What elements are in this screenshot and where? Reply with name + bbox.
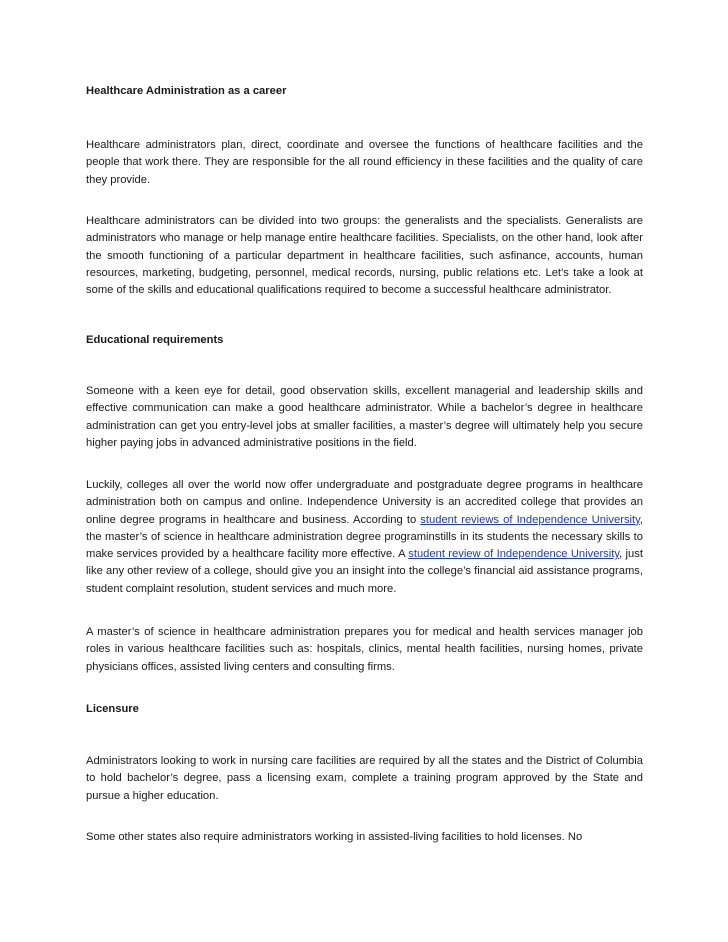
paragraph-colleges-text-b: , the master’s of science in healthcare administration degree programinstills in its students the necessary skills to make services provided by a healthcare facility more effective. A (86, 513, 643, 561)
heading-educational-requirements: Educational requirements (86, 334, 224, 346)
document-title: Healthcare Administration as a career (86, 85, 287, 97)
paragraph-colleges-text-c: , just like any other review of a college, should give you an insight into the college’s financial aid assistance programs, student complaint resolution, student services and much more. (86, 548, 643, 595)
paragraph-colleges-text-a: Luckily, colleges all over the world now offer undergraduate and postgraduate degree programs in healthcare administration both on campus and online. Independence University is an accredited college that provides an online degree programs in healthcare and business. According to (86, 479, 643, 526)
document-page (86, 0, 643, 942)
paragraph-colleges (86, 477, 643, 598)
student-reviews-link[interactable]: student reviews of Independence University (420, 513, 640, 526)
student-review-link[interactable]: student review of Independence University (408, 548, 620, 561)
paragraph-other-states: Some other states also require administrators working in assisted-living facilities to hold licenses. No (86, 831, 583, 843)
paragraph-nursing-licensure: Administrators looking to work in nursing care facilities are required by all the states and the District of Columbia to hold bachelor’s degree, pass a licensing exam, complete a training program approved by the State and pursue a higher education. (86, 755, 643, 802)
paragraph-groups: Healthcare administrators can be divided into two groups: the generalists and the specialists. Generalists are administrators who manage or help manage entire healthcare facilities. Specialists, on the other hand, look after the smooth functioning of a particular department in healthcare facilities, such asfinance, accounts, human resources, marketing, budgeting, personnel, medical records, nursing, public relations etc. Let’s take a look at some of the skills and educational qualifications required to become a successful healthcare administrator. (86, 215, 643, 297)
heading-licensure: Licensure (86, 703, 139, 715)
paragraph-job-roles: A master’s of science in healthcare administration prepares you for medical and health services manager job roles in various healthcare facilities such as: hospitals, clinics, mental health facilities, nursing homes, private physicians offices, assisted living centers and consulting firms. (86, 626, 643, 673)
paragraph-intro: Healthcare administrators plan, direct, coordinate and oversee the functions of healthcare facilities and the people that work there. They are responsible for the all round efficiency in these facilities and the quality of care they provide. (86, 139, 643, 186)
paragraph-skills: Someone with a keen eye for detail, good observation skills, excellent managerial and leadership skills and effective communication can make a good healthcare administrator. While a bachelor’s degree in healthcare administration can get you entry-level jobs at smaller facilities, a master’s degree will ultimately help you secure higher paying jobs in advanced administrative positions in the field. (86, 385, 643, 449)
